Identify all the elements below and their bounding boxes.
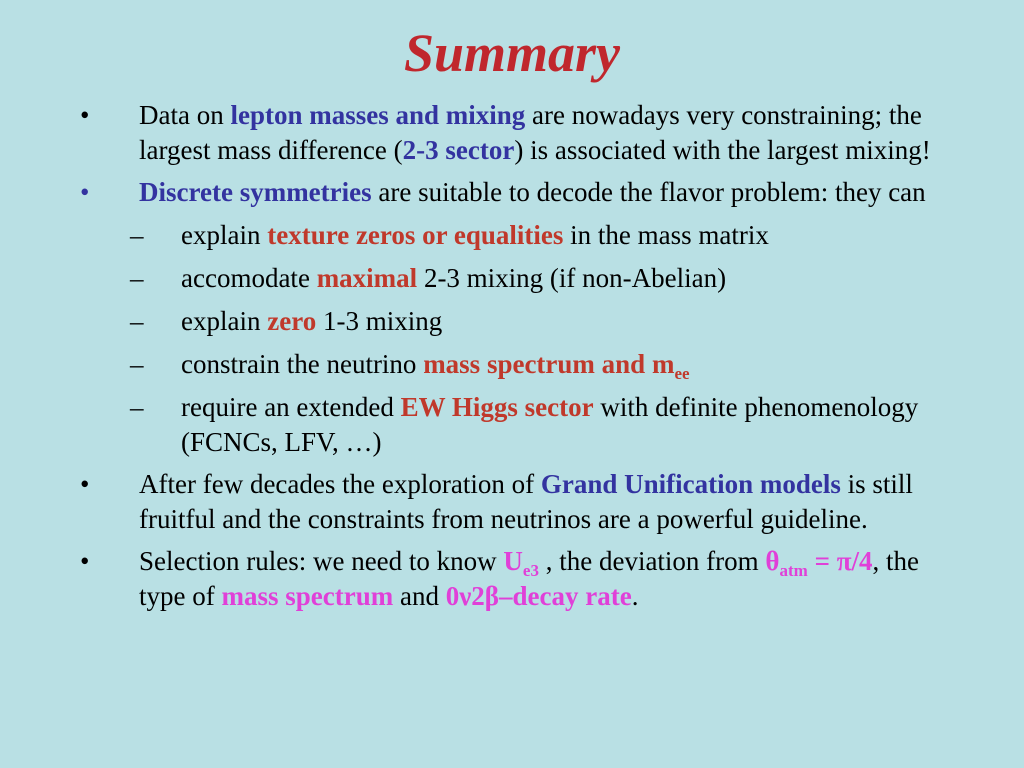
equation-pi-over-4: = π/4 xyxy=(807,546,873,576)
bullet-selection-rules xyxy=(0,544,954,614)
sub-bullet-marker: – xyxy=(130,349,144,379)
sub-bullet-ew-higgs xyxy=(0,390,961,460)
bullet-text: Data on xyxy=(139,100,231,130)
bullet-text: are suitable to decode the flavor problem: they can xyxy=(371,177,926,207)
bullet-text: ) is associated with the largest mixing! xyxy=(514,135,931,165)
bullet-text: and xyxy=(393,581,446,611)
highlight-ue3 xyxy=(503,546,539,580)
symbol-theta: θ xyxy=(765,546,780,576)
bullet-grand-unification xyxy=(0,467,954,537)
summary-list xyxy=(0,98,1024,614)
sub-bullet-text: explain xyxy=(181,220,268,250)
sub-bullet-text: 1-3 mixing xyxy=(316,306,443,336)
sub-bullet-zero-mixing xyxy=(0,304,961,339)
bullet-text: . xyxy=(631,581,639,611)
bullet-marker: • xyxy=(80,100,90,130)
bullet-text: , the deviation from xyxy=(538,546,766,576)
bullet-text: is still fruitful and the constraints from neutrinos are a powerful guideline. xyxy=(139,469,913,534)
highlight-ew-higgs: EW Higgs sector xyxy=(400,392,594,422)
sub-bullet-text: require an extended xyxy=(181,392,401,422)
sub-bullet-text: with definite phenomenology (FCNCs, LFV, …) xyxy=(181,392,919,457)
highlight-discrete-symmetries: Discrete symmetries xyxy=(139,177,372,207)
sub-bullet-marker: – xyxy=(130,220,144,250)
bullet-text: are nowadays very constraining; the largest mass difference ( xyxy=(139,100,922,165)
sub-bullet-marker: – xyxy=(130,392,144,422)
bullet-text: After few decades the exploration of xyxy=(139,469,541,499)
highlight-grand-unification: Grand Unification models xyxy=(540,469,841,499)
sub-bullet-text: 2-3 mixing (if non-Abelian) xyxy=(417,263,727,293)
highlight-double-beta-decay: 0ν2β–decay rate xyxy=(445,581,632,611)
bullet-marker: • xyxy=(80,546,90,576)
highlight-2-3-sector: 2-3 sector xyxy=(402,135,515,165)
bullet-marker: • xyxy=(80,177,90,207)
subscript-atm: atm xyxy=(779,561,808,580)
highlight-texture-zeros: texture zeros or equalities xyxy=(267,220,564,250)
sub-bullet-texture-zeros xyxy=(0,218,961,253)
sub-bullet-text: constrain the neutrino xyxy=(181,349,424,379)
sub-bullet-text: accomodate xyxy=(181,263,317,293)
sub-bullet-marker: – xyxy=(130,263,144,293)
bullet-lepton-data xyxy=(0,98,954,168)
bullet-marker: • xyxy=(80,469,90,499)
sub-bullet-text: explain xyxy=(181,306,268,336)
slide-title: Summary xyxy=(403,23,621,83)
bullet-text: , the type of xyxy=(139,546,920,611)
highlight-text: mass spectrum and m xyxy=(423,349,675,379)
highlight-mass-spectrum-mee xyxy=(423,349,690,383)
bullet-discrete-symmetries xyxy=(0,175,954,210)
subscript-e3: e3 xyxy=(522,561,539,580)
sub-bullet-text: in the mass matrix xyxy=(563,220,769,250)
highlight-zero: zero xyxy=(267,306,317,336)
symbol-u: U xyxy=(503,546,523,576)
sub-bullet-mass-spectrum xyxy=(0,347,961,382)
sub-bullet-marker: – xyxy=(130,306,144,336)
bullet-text: Selection rules: we need to know xyxy=(139,546,504,576)
highlight-lepton-masses: lepton masses and mixing xyxy=(230,100,526,130)
highlight-mass-spectrum: mass spectrum xyxy=(221,581,394,611)
highlight-theta-atm xyxy=(765,546,873,580)
sub-bullet-maximal-mixing xyxy=(0,261,961,296)
highlight-maximal: maximal xyxy=(316,263,418,293)
subscript-ee: ee xyxy=(674,364,690,383)
